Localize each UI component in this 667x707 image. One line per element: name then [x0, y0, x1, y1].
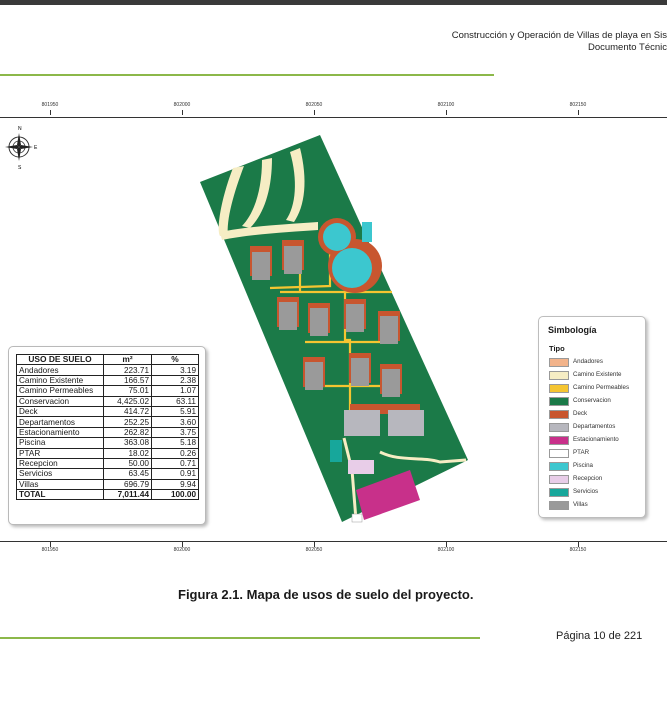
land-use-table [16, 354, 199, 500]
legend-subtitle: Tipo [549, 344, 565, 353]
reception-building [348, 460, 374, 474]
table-cell: 4,425.02 [104, 396, 152, 406]
grid-label: 801950 [41, 547, 59, 553]
table-cell: 5.91 [152, 406, 199, 416]
table-cell: Andadores [17, 365, 104, 375]
grid-label: 802050 [305, 547, 323, 553]
legend-swatch [549, 384, 569, 393]
legend-swatch [549, 449, 569, 458]
ptar-unit [352, 514, 362, 522]
header-subtitle: Documento Técnic [587, 42, 667, 53]
legend-label: Piscina [573, 462, 593, 469]
grid-label: 802150 [569, 102, 587, 108]
table-cell: 166.57 [104, 375, 152, 385]
compass-s: S [18, 165, 22, 171]
figure-caption: Figura 2.1. Mapa de usos de suelo del proyecto. [178, 587, 474, 602]
legend-label: Conservacion [573, 397, 611, 404]
legend-swatch [549, 436, 569, 445]
table-row [17, 406, 199, 416]
grid-label: 802150 [569, 547, 587, 553]
table-cell: 63.11 [152, 396, 199, 406]
table-cell: 63.45 [104, 469, 152, 479]
legend-swatch [549, 423, 569, 432]
table-cell: 0.71 [152, 458, 199, 468]
grid-label: 802050 [305, 102, 323, 108]
legend-label: Camino Permeables [573, 384, 630, 391]
conservation-area [200, 135, 468, 522]
legend-item [549, 370, 645, 381]
table-cell: 18.02 [104, 448, 152, 458]
table-total-row [17, 490, 199, 500]
table-cell: 414.72 [104, 406, 152, 416]
table-row [17, 365, 199, 375]
table-row [17, 396, 199, 406]
legend-swatch [549, 462, 569, 471]
table-row [17, 448, 199, 458]
table-cell: 9.94 [152, 479, 199, 489]
compass-n: N [18, 126, 22, 132]
legend-label: Andadores [573, 358, 603, 365]
table-cell: PTAR [17, 448, 104, 458]
legend-title: Simbología [548, 325, 597, 335]
table-cell: Camino Permeables [17, 386, 104, 396]
legend-item [549, 422, 645, 433]
legend-item [549, 357, 645, 368]
legend-item [549, 474, 645, 485]
pool-small [362, 222, 372, 242]
header-title: Construcción y Operación de Villas de playa en Sis [451, 30, 667, 41]
table-cell: Piscina [17, 438, 104, 448]
col-header: m² [104, 355, 152, 365]
table-cell: 75.01 [104, 386, 152, 396]
table-row [17, 386, 199, 396]
legend-label: Deck [573, 410, 588, 417]
table-row [17, 469, 199, 479]
table-row [17, 417, 199, 427]
col-header: USO DE SUELO [17, 355, 104, 365]
table-cell: 1.07 [152, 386, 199, 396]
legend-swatch [549, 371, 569, 380]
table-cell: 3.75 [152, 427, 199, 437]
legend-swatch [549, 475, 569, 484]
table-row [17, 438, 199, 448]
map-legend [538, 316, 646, 518]
grid-label: 802100 [437, 102, 455, 108]
table-cell: 0.91 [152, 469, 199, 479]
grid-label: 801950 [41, 102, 59, 108]
table-cell: 363.08 [104, 438, 152, 448]
legend-label: Estacionamiento [573, 436, 619, 443]
grid-label: 802100 [437, 547, 455, 553]
table-cell: 7,011.44 [104, 490, 152, 500]
table-cell: 50.00 [104, 458, 152, 468]
pool [332, 248, 372, 288]
legend-label: Camino Existente [573, 371, 622, 378]
legend-swatch [549, 397, 569, 406]
table-row [17, 427, 199, 437]
services-building [330, 440, 342, 462]
table-cell: 262.82 [104, 427, 152, 437]
legend-swatch [549, 488, 569, 497]
table-header-row [17, 355, 199, 365]
legend-label: Servicios [573, 488, 599, 495]
table-cell: Recepcion [17, 458, 104, 468]
table-cell: 3.60 [152, 417, 199, 427]
table-cell: 252.25 [104, 417, 152, 427]
legend-swatch [549, 358, 569, 367]
table-cell: Departamentos [17, 417, 104, 427]
table-cell: 5.18 [152, 438, 199, 448]
table-cell: 223.71 [104, 365, 152, 375]
land-use-table-panel [8, 346, 206, 525]
grid-label: 802000 [173, 102, 191, 108]
table-cell: Deck [17, 406, 104, 416]
legend-item [549, 409, 645, 420]
table-cell: 2.38 [152, 375, 199, 385]
legend-label: PTAR [573, 449, 590, 456]
table-cell: Villas [17, 479, 104, 489]
table-cell: 696.79 [104, 479, 152, 489]
legend-item [549, 461, 645, 472]
legend-item [549, 500, 645, 511]
footer-rule [0, 637, 480, 639]
table-row [17, 375, 199, 385]
table-cell: 100.00 [152, 490, 199, 500]
compass-e: E [34, 145, 38, 151]
legend-label: Departamentos [573, 423, 616, 430]
legend-label: Villas [573, 501, 588, 508]
legend-label: Recepcion [573, 475, 603, 482]
legend-swatch [549, 501, 569, 510]
table-row [17, 479, 199, 489]
page-number: Página 10 de 221 [556, 630, 643, 642]
col-header: % [152, 355, 199, 365]
legend-item [549, 435, 645, 446]
table-cell: Conservacion [17, 396, 104, 406]
table-cell: Camino Existente [17, 375, 104, 385]
table-cell: Servicios [17, 469, 104, 479]
table-cell: 3.19 [152, 365, 199, 375]
legend-item [549, 487, 645, 498]
legend-item [549, 396, 645, 407]
legend-swatch [549, 410, 569, 419]
table-cell: Estacionamiento [17, 427, 104, 437]
table-cell: 0.26 [152, 448, 199, 458]
table-row [17, 458, 199, 468]
legend-item [549, 383, 645, 394]
legend-item [549, 448, 645, 459]
pool [323, 223, 351, 251]
table-cell: TOTAL [17, 490, 104, 500]
grid-label: 802000 [173, 547, 191, 553]
